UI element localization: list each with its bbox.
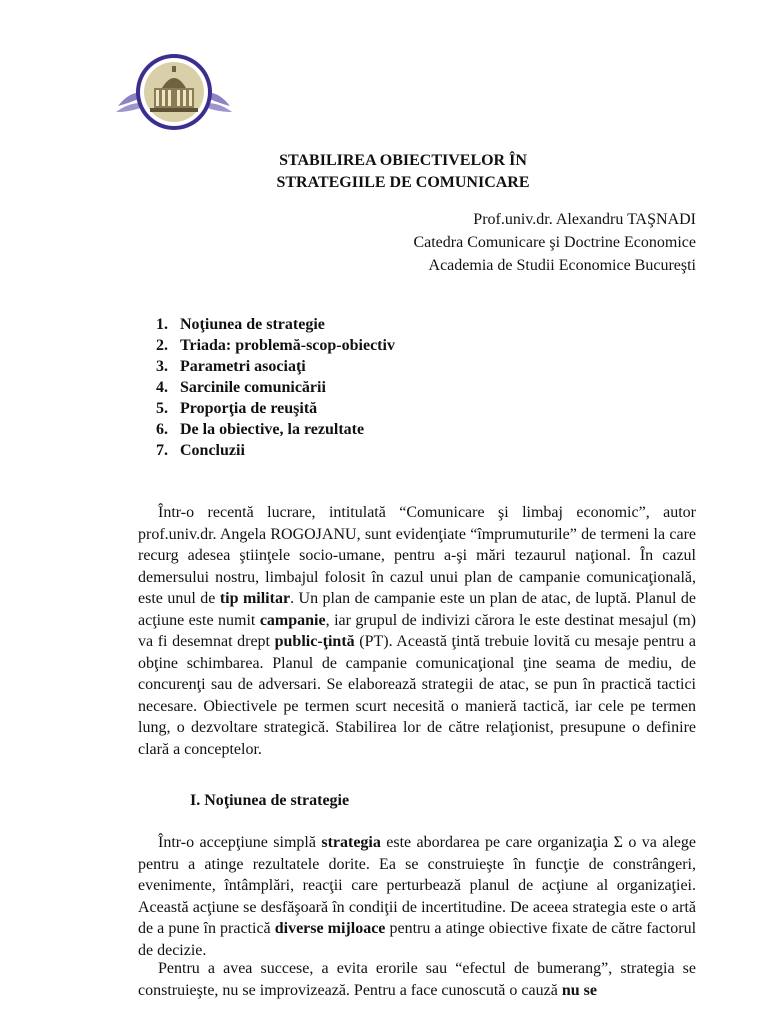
seal-icon bbox=[110, 48, 238, 136]
toc-label: Triada: problemă-scop-obiectiv bbox=[180, 337, 395, 354]
toc-item bbox=[156, 335, 395, 356]
toc-item bbox=[156, 314, 395, 335]
success-paragraph bbox=[138, 958, 696, 1001]
bold-term: diverse mijloace bbox=[274, 920, 386, 937]
toc-item bbox=[156, 356, 395, 377]
title-line-2: STRATEGIILE DE COMUNICARE bbox=[276, 174, 530, 191]
text-run: Într-o recentă lucrare, intitulată “Comunicare şi limbaj economic”, autor prof.univ.dr. Angela ROGOJANU, sunt evidenţiate “împrumuturile” de termeni la care recurg adesea ştiinţele socio-umane, pentru a-şi mări tezaurul naţional. În cazul demersului nostru, limbajul folosit în cazul unui plan de campanie comunicaţională, este unul de bbox=[138, 504, 696, 607]
toc-number: 6. bbox=[156, 421, 168, 438]
toc-label: De la obiective, la rezultate bbox=[180, 421, 365, 438]
text-run: este abordarea pe care organizaţia Σ o va alege pentru a atinge rezultatele dorite. Ea se construieşte în funcţie de constrângeri, evenimente, întâmplări, reacţii care perturbează planul de acţiune al organizaţiei. Această acţiune se desfăşoară în condiţii de incertitudine. De aceea strategia este o artă de a pune în practică bbox=[138, 834, 696, 937]
text-run: , iar grupul de indivizi cărora le este destinat mesajul (m) va fi desemnat drept bbox=[138, 611, 696, 650]
toc-number: 7. bbox=[156, 442, 168, 459]
author-institution: Academia de Studii Economice Bucureşti bbox=[428, 257, 696, 274]
toc-item bbox=[156, 398, 395, 419]
toc-number: 1. bbox=[156, 316, 168, 333]
title-line-1: STABILIREA OBIECTIVELOR ÎN bbox=[279, 152, 527, 169]
toc-item bbox=[156, 440, 395, 461]
text-run: Într-o accepţiune simplă bbox=[158, 834, 322, 851]
toc-item bbox=[156, 377, 395, 398]
author-name: Prof.univ.dr. Alexandru TAŞNADI bbox=[473, 211, 696, 228]
author-department: Catedra Comunicare şi Doctrine Economice bbox=[413, 234, 696, 251]
toc-label: Proporţia de reuşită bbox=[180, 400, 318, 417]
toc-number: 3. bbox=[156, 358, 168, 375]
text-run: . Un plan de campanie este un plan de atac, de luptă. Planul de acţiune este numit bbox=[138, 590, 697, 629]
intro-paragraph bbox=[138, 502, 696, 760]
bold-term: nu se bbox=[561, 981, 597, 999]
toc-number: 4. bbox=[156, 379, 168, 396]
table-of-contents bbox=[156, 314, 395, 461]
section-heading: I. Noţiunea de strategie bbox=[190, 792, 350, 809]
document-title bbox=[0, 150, 768, 194]
bold-term: tip militar bbox=[219, 590, 291, 607]
toc-number: 2. bbox=[156, 337, 168, 354]
toc-item bbox=[156, 419, 395, 440]
toc-number: 5. bbox=[156, 400, 168, 417]
toc-label: Concluzii bbox=[180, 442, 245, 459]
bold-term: public-ţintă bbox=[274, 633, 355, 650]
toc-label: Sarcinile comunicării bbox=[180, 379, 326, 396]
bold-term: campanie bbox=[259, 611, 326, 629]
toc-label: Noţiunea de strategie bbox=[180, 316, 325, 333]
text-run: pentru a atinge obiective fixate de către factorul de decizie. bbox=[138, 920, 697, 959]
academia-logo bbox=[110, 48, 238, 136]
author-block bbox=[413, 208, 696, 277]
text-run: (PT). Această ţintă trebuie lovită cu mesaje pentru a obţine schimbarea. Planul de campanie comunicaţional ţine seama de mediu, de concurenţi sau de adversari. Se elaborează strategii de atac, se pun în practică tactici necesare. Obiectivele pe termen scurt necesită o manieră tactică, iar cele pe termen lung, o dezvoltare strategică. Stabilirea lor de către relaţionist, presupune o definire clară a conceptelor. bbox=[138, 633, 697, 758]
bold-term: strategia bbox=[321, 834, 381, 851]
strategy-paragraph bbox=[138, 832, 696, 961]
text-run: Pentru a avea succese, a evita erorile sau “efectul de bumerang”, strategia se construieşte, nu se improvizează. Pentru a face cunoscută o cauză bbox=[138, 960, 696, 999]
toc-label: Parametri asociaţi bbox=[180, 358, 306, 375]
